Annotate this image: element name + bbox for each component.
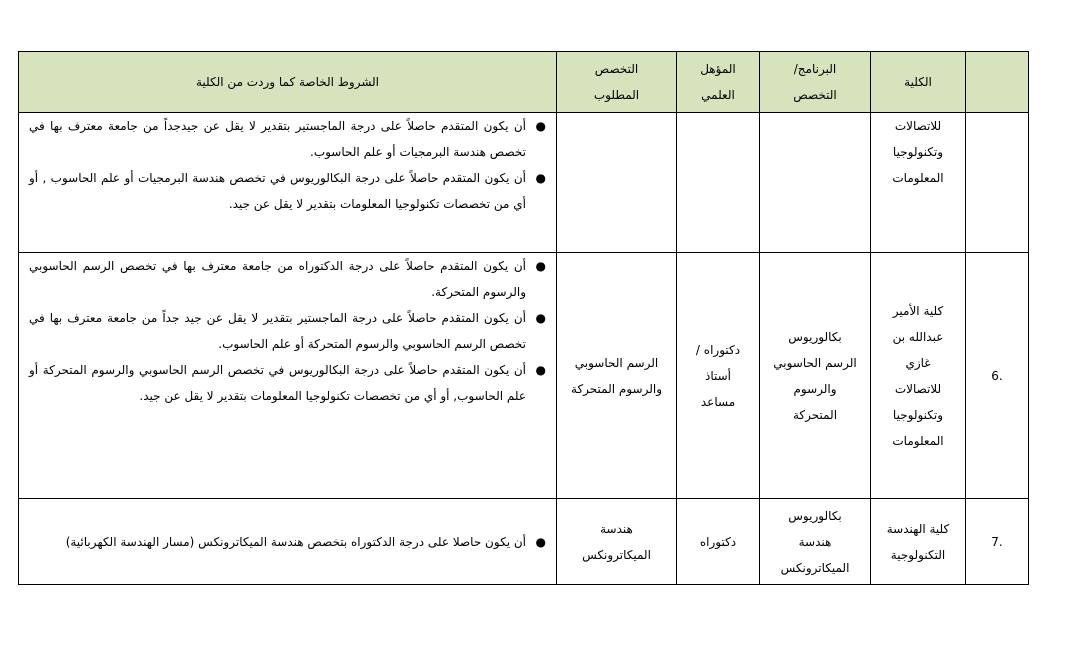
condition-item: ● أن يكون المتقدم حاصلاً على درجة البكالوريوس في تخصص الرسم الحاسوبي والرسوم المتحركة أو علم الحاسوب, أو أي من تخصصات تكنولوجيا المعلومات بتقدير لا يقل عن جيد.: [29, 357, 526, 409]
row-conditions: [19, 499, 557, 585]
row-program: [760, 113, 871, 253]
header-qualification: المؤهل العلمي: [677, 52, 760, 113]
table-row: [19, 499, 1029, 585]
row-conditions: [19, 253, 557, 499]
row-num: [966, 113, 1029, 253]
table-header-row: [19, 52, 1029, 113]
row-college: كلية الأمير عبدالله بن غازي للاتصالات وتكنولوجيا المعلومات: [871, 253, 966, 499]
row-college: كلية الهندسة التكنولوجية: [871, 499, 966, 585]
bullet-icon: ●: [535, 311, 546, 325]
row-program: بكالوريوس هندسة الميكاترونكس: [760, 499, 871, 585]
bullet-icon: ●: [535, 363, 546, 377]
bullet-icon: ●: [535, 171, 546, 185]
header-specialization: التخصص المطلوب: [557, 52, 677, 113]
row-qualification: دكتوراه / أستاذ مساعد: [677, 253, 760, 499]
condition-item: ● أن يكون المتقدم حاصلاً على درجة الماجستير بتقدير لا يقل عن جيد جداً من جامعة معترف بها في تخصص الرسم الحاسوبي والرسوم المتحركة أو علم الحاسوب.: [29, 305, 526, 357]
requirements-table: [18, 51, 1029, 585]
row-qualification: [677, 113, 760, 253]
row-conditions: [19, 113, 557, 253]
row-num: .6: [966, 253, 1029, 499]
row-specialization: [557, 113, 677, 253]
condition-item: ● أن يكون المتقدم حاصلاً على درجة الماجستير بتقدير لا يقل عن جيدجداً من جامعة معترف بها في تخصص هندسة البرمجيات أو علم الحاسوب.: [29, 113, 526, 165]
row-specialization: هندسة الميكاترونكس: [557, 499, 677, 585]
table-row: [19, 113, 1029, 253]
bullet-icon: ●: [535, 119, 546, 133]
header-college: الكلية: [871, 52, 966, 113]
condition-item: ● أن يكون حاصلا على درجة الدكتوراه بتخصص هندسة الميكاترونكس (مسار الهندسة الكهربائية): [29, 529, 526, 555]
header-program: البرنامج/ التخصص: [760, 52, 871, 113]
row-program: بكالوريوس الرسم الحاسوبي والرسوم المتحركة: [760, 253, 871, 499]
header-conditions: الشروط الخاصة كما وردت من الكلية: [19, 52, 557, 113]
row-specialization: الرسم الحاسوبي والرسوم المتحركة: [557, 253, 677, 499]
condition-item: ● أن يكون المتقدم حاصلاً على درجة الدكتوراه من جامعة معترف بها في تخصص الرسم الحاسوبي والرسوم المتحركة.: [29, 253, 526, 305]
row-num: .7: [966, 499, 1029, 585]
row-college: للاتصالات وتكنولوجيا المعلومات: [871, 113, 966, 253]
bullet-icon: ●: [535, 534, 546, 549]
row-qualification: دكتوراه: [677, 499, 760, 585]
bullet-icon: ●: [535, 259, 546, 273]
table-row: [19, 253, 1029, 499]
header-num: [966, 52, 1029, 113]
condition-item: ● أن يكون المتقدم حاصلاً على درجة البكالوريوس في تخصص هندسة البرمجيات أو علم الحاسوب , أو أي من تخصصات تكنولوجيا المعلومات بتقدير لا يقل عن جيد.: [29, 165, 526, 217]
